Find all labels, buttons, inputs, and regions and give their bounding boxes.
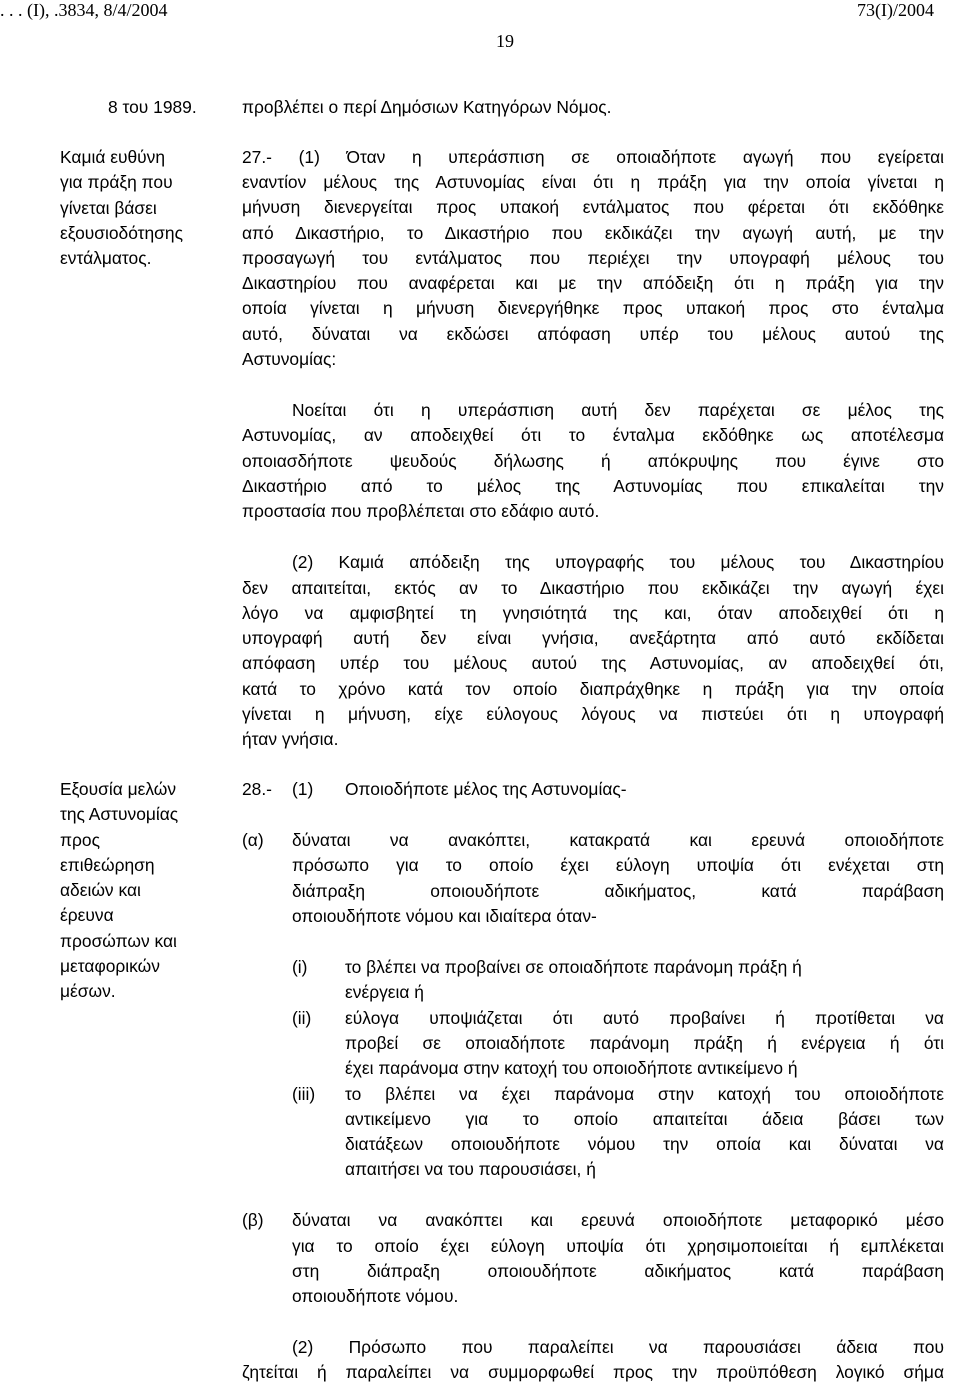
- margin-note-27: [60, 145, 230, 271]
- item-label: (i): [292, 957, 308, 977]
- text-line: οποιουδήποτε νόμου και ιδιαίτερα όταν-: [292, 906, 597, 926]
- subsection-number: (1): [292, 779, 314, 799]
- header-right: 73(Ι)/2004: [857, 0, 934, 20]
- top-line-margin: 8 του 1989.: [108, 97, 197, 117]
- margin-line: προς: [60, 829, 100, 850]
- item-label: (β): [242, 1210, 264, 1230]
- text-line: απόφαση υπέρ του μέλους αυτού της Αστυνομίας, αν αποδειχθεί ότι,: [242, 653, 944, 673]
- margin-line: για πράξη που: [60, 172, 173, 193]
- text-line: προσαγωγή του εντάλματος που περιέχει την υπογραφή μέλους του: [242, 248, 944, 268]
- text-line: λόγο να αμφισβητεί τη γνησιότητά της και, όταν αποδειχθεί ότι η: [242, 603, 944, 623]
- text-line: οποιασδήποτε ψευδούς δήλωσης ή απόκρυψης που έγινε στο: [242, 451, 944, 471]
- text-line: κατά το χρόνο κατά τον οποίο διαπράχθηκε η πράξη για την οποία: [242, 679, 944, 699]
- text-line: διάπραξη οποιουδήποτε αδικήματος, κατά παράβαση: [292, 881, 944, 901]
- margin-line: έρευνα: [60, 905, 114, 926]
- margin-line: αδειών και: [60, 880, 141, 901]
- item-label: (ii): [292, 1008, 312, 1028]
- text-line: προστασία που προβλέπεται στο εδάφιο αυτό.: [242, 501, 600, 521]
- text-line: διατάξεων οποιουδήποτε νόμου την οποία και δύναται να: [345, 1134, 944, 1154]
- text-line: Νοείται ότι η υπεράσπιση αυτή δεν παρέχεται σε μέλος της: [292, 400, 944, 420]
- text-line: το βλέπει να έχει παράνομα στην κατοχή του οποιοδήποτε: [345, 1084, 944, 1104]
- text-line: ενέργεια ή: [345, 982, 424, 1002]
- text-line: Αστυνομίας:: [242, 349, 337, 369]
- text-line: μήνυση διενεργείται προς υπακοή εντάλματος που φέρεται ότι εκδόθηκε: [242, 197, 944, 217]
- text-line: έχει παράνομα στην κατοχή του οποιοδήποτε αντικείμενο ή: [345, 1058, 798, 1078]
- text-line: γίνεται η μήνυση, είχε εύλογους λόγους να πιστεύει ότι η υπογραφή: [242, 704, 944, 724]
- text-line: προβεί σε οποιαδήποτε παράνομη πράξη ή ενέργεια ή ότι: [345, 1033, 944, 1053]
- section-number: 28.-: [242, 779, 272, 799]
- text-line: οποιουδήποτε νόμου.: [292, 1286, 459, 1306]
- text-line: Δικαστηρίου που αναφέρεται και με την απόδειξη ότι η πράξη για την: [242, 273, 944, 293]
- text-line: απαιτήσει να του παρουσιάσει, ή: [345, 1159, 596, 1179]
- item-label: (iii): [292, 1084, 316, 1104]
- item-label: (α): [242, 830, 264, 850]
- margin-line: Καμιά ευθύνη: [60, 147, 166, 167]
- margin-note-28: [60, 777, 230, 1005]
- text-line: στη διάπραξη οποιουδήποτε αδικήματος κατά παράβαση: [292, 1261, 944, 1281]
- text-line: (2) Καμιά απόδειξη της υπογραφής του μέλους του Δικαστηρίου: [292, 552, 944, 572]
- text-line: εναντίον μέλους της Αστυνομίας είναι ότι η πράξη για την οποία γίνεται η: [242, 172, 944, 192]
- text-line: υπογραφή αυτή δεν είναι γνήσια, ανεξάρτητα από αυτό εκδίδεται: [242, 628, 944, 648]
- text-line: Οποιοδήποτε μέλος της Αστυνομίας-: [345, 779, 627, 799]
- header-left: . . . (Ι), .3834, 8/4/2004: [0, 0, 168, 20]
- top-line-text: προβλέπει ο περί Δημόσιων Κατηγόρων Νόμος.: [242, 97, 612, 117]
- text-line: αντικείμενο για το οποίο απαιτείται άδεια βάσει των: [345, 1109, 944, 1129]
- margin-line: της Αστυνομίας: [60, 804, 179, 825]
- text-line: Αστυνομίας, αν αποδειχθεί ότι το ένταλμα εκδόθηκε ως αποτέλεσμα: [242, 425, 944, 445]
- text-line: για το οποίο έχει εύλογη υποψία ότι χρησιμοποιείται ή εμπλέκεται: [292, 1236, 944, 1256]
- margin-line: Εξουσία μελών: [60, 779, 177, 799]
- margin-line: μεταφορικών: [60, 956, 160, 977]
- text-line: δύναται να ανακόπτει, κατακρατά και ερευνά οποιοδήποτε: [292, 830, 944, 850]
- text-line: δεν απαιτείται, εκτός αν το Δικαστήριο που εκδικάζει την αγωγή έχει: [242, 578, 944, 598]
- text-line: από Δικαστήριο, το Δικαστήριο που εκδικάζει την αγωγή αυτή, με την: [242, 223, 944, 243]
- text-line: (2) Πρόσωπο που παραλείπει να παρουσιάσει άδεια που: [292, 1337, 944, 1357]
- text-line: αυτό, δύναται να εκδώσει απόφαση υπέρ του μέλους αυτού της: [242, 324, 944, 344]
- margin-line: επιθεώρηση: [60, 854, 155, 875]
- text-line: Δικαστήριο από το μέλος της Αστυνομίας που επικαλείται την: [242, 476, 944, 496]
- margin-line: προσώπων και: [60, 930, 177, 951]
- text-line: εύλογα υποψιάζεται ότι αυτό προβαίνει ή προτίθεται να: [345, 1008, 944, 1028]
- text-line: πρόσωπο για το οποίο έχει εύλογη υποψία ότι ενέχεται στη: [292, 855, 944, 875]
- margin-line: μέσων.: [60, 981, 116, 1002]
- text-line: οποία γίνεται η μήνυση διενεργήθηκε προς υπακοή προς στο ένταλμα: [242, 298, 944, 318]
- page-number: 19: [496, 31, 514, 51]
- margin-line: εντάλματος.: [60, 248, 152, 269]
- margin-line: γίνεται βάσει: [60, 197, 157, 218]
- margin-line: εξουσιοδότησης: [60, 222, 183, 243]
- text-line: 27.- (1) Όταν η υπεράσπιση σε οποιαδήποτε αγωγή που εγείρεται: [242, 147, 944, 167]
- text-line: δύναται να ανακόπτει και ερευνά οποιοδήποτε μεταφορικό μέσο: [292, 1210, 944, 1230]
- text-line: ήταν γνήσια.: [242, 729, 339, 749]
- text-line: ζητείται ή παραλείπει να συμμορφωθεί προς την προϋπόθεση λογικό σήμα: [242, 1362, 944, 1382]
- text-line: το βλέπει να προβαίνει σε οποιαδήποτε παράνομη πράξη ή: [345, 957, 802, 977]
